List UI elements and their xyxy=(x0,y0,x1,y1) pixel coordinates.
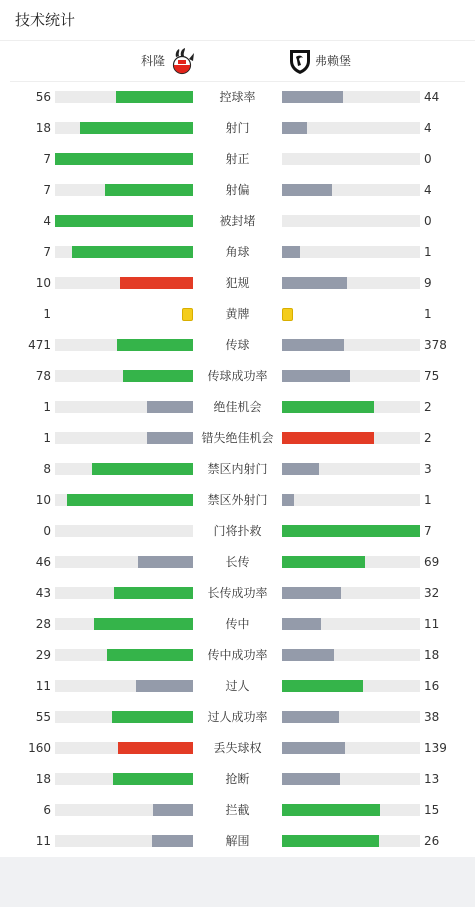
home-stat-value: 18 xyxy=(35,772,51,786)
stat-label: 长传成功率 xyxy=(207,586,268,600)
away-stat-bar-track xyxy=(282,773,420,785)
away-stat-value: 2 xyxy=(424,400,432,414)
home-stat-bar xyxy=(105,184,193,196)
home-stat-bar xyxy=(94,618,193,630)
away-stat-bar-track xyxy=(282,804,420,816)
home-stat-value: 56 xyxy=(35,90,51,104)
yellow-card-icon xyxy=(282,308,293,321)
away-stat-bar xyxy=(282,711,339,723)
home-stat-bar-track xyxy=(55,215,193,227)
stat-label: 绝佳机会 xyxy=(213,400,262,414)
away-stat-bar-track xyxy=(282,680,420,692)
away-stat-value: 378 xyxy=(424,338,447,352)
away-stat-value: 0 xyxy=(424,152,432,166)
stat-label: 丢失球权 xyxy=(213,741,262,755)
home-stat-bar-track xyxy=(55,587,193,599)
stat-row xyxy=(0,113,475,144)
stat-row xyxy=(0,361,475,392)
home-stat-value: 1 xyxy=(43,400,51,414)
away-stat-bar-track xyxy=(282,742,420,754)
home-stat-bar xyxy=(92,463,193,475)
away-stat-value: 139 xyxy=(424,741,447,755)
home-stat-bar xyxy=(123,370,193,382)
home-stat-bar-track xyxy=(55,804,193,816)
away-stat-bar-track xyxy=(282,587,420,599)
stat-row xyxy=(0,609,475,640)
away-stat-value: 4 xyxy=(424,183,432,197)
stat-row xyxy=(0,764,475,795)
home-stat-value: 1 xyxy=(43,307,51,321)
away-stat-bar-track xyxy=(282,556,420,568)
away-stat-bar xyxy=(282,494,294,506)
home-stat-bar-track xyxy=(55,525,193,537)
teams-header xyxy=(0,41,475,81)
stat-label: 控球率 xyxy=(219,90,256,104)
away-stat-bar-track xyxy=(282,339,420,351)
home-stat-value: 7 xyxy=(43,152,51,166)
away-stat-bar xyxy=(282,680,363,692)
away-stat-bar-track xyxy=(282,246,420,258)
away-stat-bar xyxy=(282,91,343,103)
away-stat-bar xyxy=(282,773,340,785)
stat-row xyxy=(0,268,475,299)
stat-row xyxy=(0,671,475,702)
home-stat-bar-track xyxy=(55,184,193,196)
home-stat-bar xyxy=(112,711,193,723)
home-stat-value: 471 xyxy=(28,338,51,352)
stat-label: 过人成功率 xyxy=(207,710,268,724)
stat-row xyxy=(0,702,475,733)
home-stat-value: 78 xyxy=(35,369,51,383)
away-stat-value: 16 xyxy=(424,679,440,693)
home-stat-bar-track xyxy=(55,494,193,506)
stat-row xyxy=(0,299,475,330)
home-stat-value: 11 xyxy=(35,834,51,848)
yellow-card-icon xyxy=(182,308,193,321)
home-stat-bar-track xyxy=(55,122,193,134)
stat-row xyxy=(0,175,475,206)
home-stat-bar-track xyxy=(55,556,193,568)
away-stat-bar xyxy=(282,742,345,754)
home-stat-bar xyxy=(67,494,193,506)
away-stat-bar-track xyxy=(282,432,420,444)
away-stat-value: 4 xyxy=(424,121,432,135)
away-stat-value: 44 xyxy=(424,90,440,104)
away-stat-bar xyxy=(282,463,319,475)
home-stat-bar-track xyxy=(55,91,193,103)
away-stat-bar xyxy=(282,804,380,816)
home-stat-value: 29 xyxy=(35,648,51,662)
home-stat-bar xyxy=(117,339,193,351)
away-stat-value: 18 xyxy=(424,648,440,662)
home-stat-bar-track xyxy=(55,401,193,413)
home-stat-bar xyxy=(138,556,193,568)
home-stat-value: 46 xyxy=(35,555,51,569)
away-stat-bar-track xyxy=(282,91,420,103)
away-stat-bar-track xyxy=(282,711,420,723)
stat-label: 过人 xyxy=(225,679,250,693)
home-stat-bar-track xyxy=(55,649,193,661)
away-stat-bar xyxy=(282,835,379,847)
away-stat-value: 9 xyxy=(424,276,432,290)
away-stat-value: 1 xyxy=(424,307,432,321)
stat-row xyxy=(0,82,475,113)
stat-row xyxy=(0,237,475,268)
stat-label: 拦截 xyxy=(225,803,250,817)
stat-row xyxy=(0,392,475,423)
stat-label: 传中成功率 xyxy=(207,648,268,662)
stat-row xyxy=(0,144,475,175)
stat-row xyxy=(0,733,475,764)
away-stat-bar-track xyxy=(282,215,420,227)
stat-label: 错失绝佳机会 xyxy=(201,431,274,445)
stat-label: 射门 xyxy=(225,121,250,135)
home-stat-value: 7 xyxy=(43,245,51,259)
home-stat-bar xyxy=(107,649,193,661)
stat-label: 传中 xyxy=(225,617,250,631)
away-stat-bar-track xyxy=(282,525,420,537)
home-stat-value: 4 xyxy=(43,214,51,228)
stat-row xyxy=(0,578,475,609)
stat-row xyxy=(0,330,475,361)
stat-label: 角球 xyxy=(225,245,250,259)
stat-label: 长传 xyxy=(225,555,250,569)
away-stat-bar xyxy=(282,432,374,444)
stat-row xyxy=(0,485,475,516)
home-stat-value: 55 xyxy=(35,710,51,724)
away-stat-value: 15 xyxy=(424,803,440,817)
home-stat-value: 8 xyxy=(43,462,51,476)
away-stat-value: 11 xyxy=(424,617,440,631)
away-stat-bar xyxy=(282,184,332,196)
away-stat-value: 1 xyxy=(424,493,432,507)
home-stat-bar-track xyxy=(55,432,193,444)
home-stat-value: 43 xyxy=(35,586,51,600)
stat-label: 禁区外射门 xyxy=(207,493,268,507)
home-stat-bar-track xyxy=(55,463,193,475)
stat-label: 解围 xyxy=(225,834,250,848)
away-team-name[interactable]: 弗赖堡 xyxy=(315,54,352,68)
stat-row xyxy=(0,547,475,578)
home-stat-bar xyxy=(80,122,193,134)
stats-list xyxy=(0,82,475,857)
home-stat-bar xyxy=(147,401,193,413)
home-stat-value: 28 xyxy=(35,617,51,631)
stat-label: 射偏 xyxy=(225,183,250,197)
stat-label: 传球 xyxy=(225,338,250,352)
away-stat-value: 13 xyxy=(424,772,440,786)
home-stat-bar-track xyxy=(55,711,193,723)
home-stat-value: 18 xyxy=(35,121,51,135)
home-stat-bar xyxy=(116,91,193,103)
home-stat-bar-track xyxy=(55,277,193,289)
stat-label: 黄牌 xyxy=(225,307,250,321)
stat-label: 传球成功率 xyxy=(207,369,268,383)
page-title: 技术统计 xyxy=(15,11,76,29)
away-stat-value: 32 xyxy=(424,586,440,600)
home-stat-bar xyxy=(147,432,193,444)
home-stat-bar-track xyxy=(55,742,193,754)
stat-label: 犯规 xyxy=(225,276,250,290)
home-stat-bar-track xyxy=(55,370,193,382)
home-stat-bar-track xyxy=(55,680,193,692)
away-stat-bar-track xyxy=(282,649,420,661)
home-stat-value: 10 xyxy=(35,493,51,507)
stat-row xyxy=(0,206,475,237)
away-stat-value: 75 xyxy=(424,369,440,383)
stat-label: 门将扑救 xyxy=(213,524,262,538)
sc-freiburg-crest-icon[interactable] xyxy=(287,47,313,75)
home-stat-bar-track xyxy=(55,618,193,630)
away-stat-bar-track xyxy=(282,370,420,382)
home-team-name[interactable]: 科隆 xyxy=(140,54,165,68)
away-stat-bar xyxy=(282,556,365,568)
stat-row xyxy=(0,795,475,826)
home-stat-value: 6 xyxy=(43,803,51,817)
home-stat-bar-track xyxy=(55,835,193,847)
away-stat-bar-track xyxy=(282,122,420,134)
home-stat-value: 10 xyxy=(35,276,51,290)
home-stat-value: 160 xyxy=(28,741,51,755)
home-stat-bar xyxy=(152,835,193,847)
away-stat-bar-track xyxy=(282,153,420,165)
home-stat-bar xyxy=(113,773,193,785)
stat-row xyxy=(0,454,475,485)
home-stat-bar xyxy=(114,587,193,599)
home-stat-bar xyxy=(72,246,193,258)
away-stat-value: 38 xyxy=(424,710,440,724)
away-stat-value: 69 xyxy=(424,555,440,569)
away-stat-value: 3 xyxy=(424,462,432,476)
home-stat-value: 11 xyxy=(35,679,51,693)
fc-koln-crest-icon[interactable] xyxy=(169,47,195,75)
home-stat-bar-track xyxy=(55,773,193,785)
away-stat-bar xyxy=(282,122,307,134)
home-stat-bar xyxy=(120,277,193,289)
away-stat-value: 26 xyxy=(424,834,440,848)
home-stat-bar xyxy=(55,215,193,227)
away-stat-bar-track xyxy=(282,618,420,630)
away-stat-bar xyxy=(282,370,350,382)
away-stat-value: 2 xyxy=(424,431,432,445)
home-stat-bar xyxy=(55,153,193,165)
away-stat-bar xyxy=(282,246,300,258)
away-stat-bar-track xyxy=(282,835,420,847)
away-stat-bar xyxy=(282,339,344,351)
away-stat-bar-track xyxy=(282,463,420,475)
away-stat-bar-track xyxy=(282,184,420,196)
stat-row xyxy=(0,826,475,857)
away-stat-bar xyxy=(282,401,374,413)
home-stat-bar-track xyxy=(55,339,193,351)
stat-row xyxy=(0,640,475,671)
home-stat-value: 0 xyxy=(43,524,51,538)
away-stat-bar-track xyxy=(282,494,420,506)
away-stat-bar xyxy=(282,618,321,630)
away-stat-bar xyxy=(282,525,420,537)
stat-label: 射正 xyxy=(225,152,250,166)
stat-label: 被封堵 xyxy=(219,214,256,228)
stat-label: 抢断 xyxy=(225,772,250,786)
away-stat-value: 7 xyxy=(424,524,432,538)
home-stat-bar xyxy=(118,742,193,754)
away-stat-bar-track xyxy=(282,401,420,413)
away-stat-value: 1 xyxy=(424,245,432,259)
home-stat-bar-track xyxy=(55,246,193,258)
away-stat-bar xyxy=(282,649,334,661)
away-stat-bar-track xyxy=(282,277,420,289)
home-stat-bar-track xyxy=(55,153,193,165)
stat-row xyxy=(0,516,475,547)
home-stat-bar xyxy=(153,804,193,816)
away-stat-value: 0 xyxy=(424,214,432,228)
away-stat-bar xyxy=(282,587,341,599)
stat-row xyxy=(0,423,475,454)
home-stat-value: 1 xyxy=(43,431,51,445)
stat-label: 禁区内射门 xyxy=(207,462,268,476)
away-stat-bar xyxy=(282,277,347,289)
home-stat-value: 7 xyxy=(43,183,51,197)
home-stat-bar xyxy=(136,680,193,692)
